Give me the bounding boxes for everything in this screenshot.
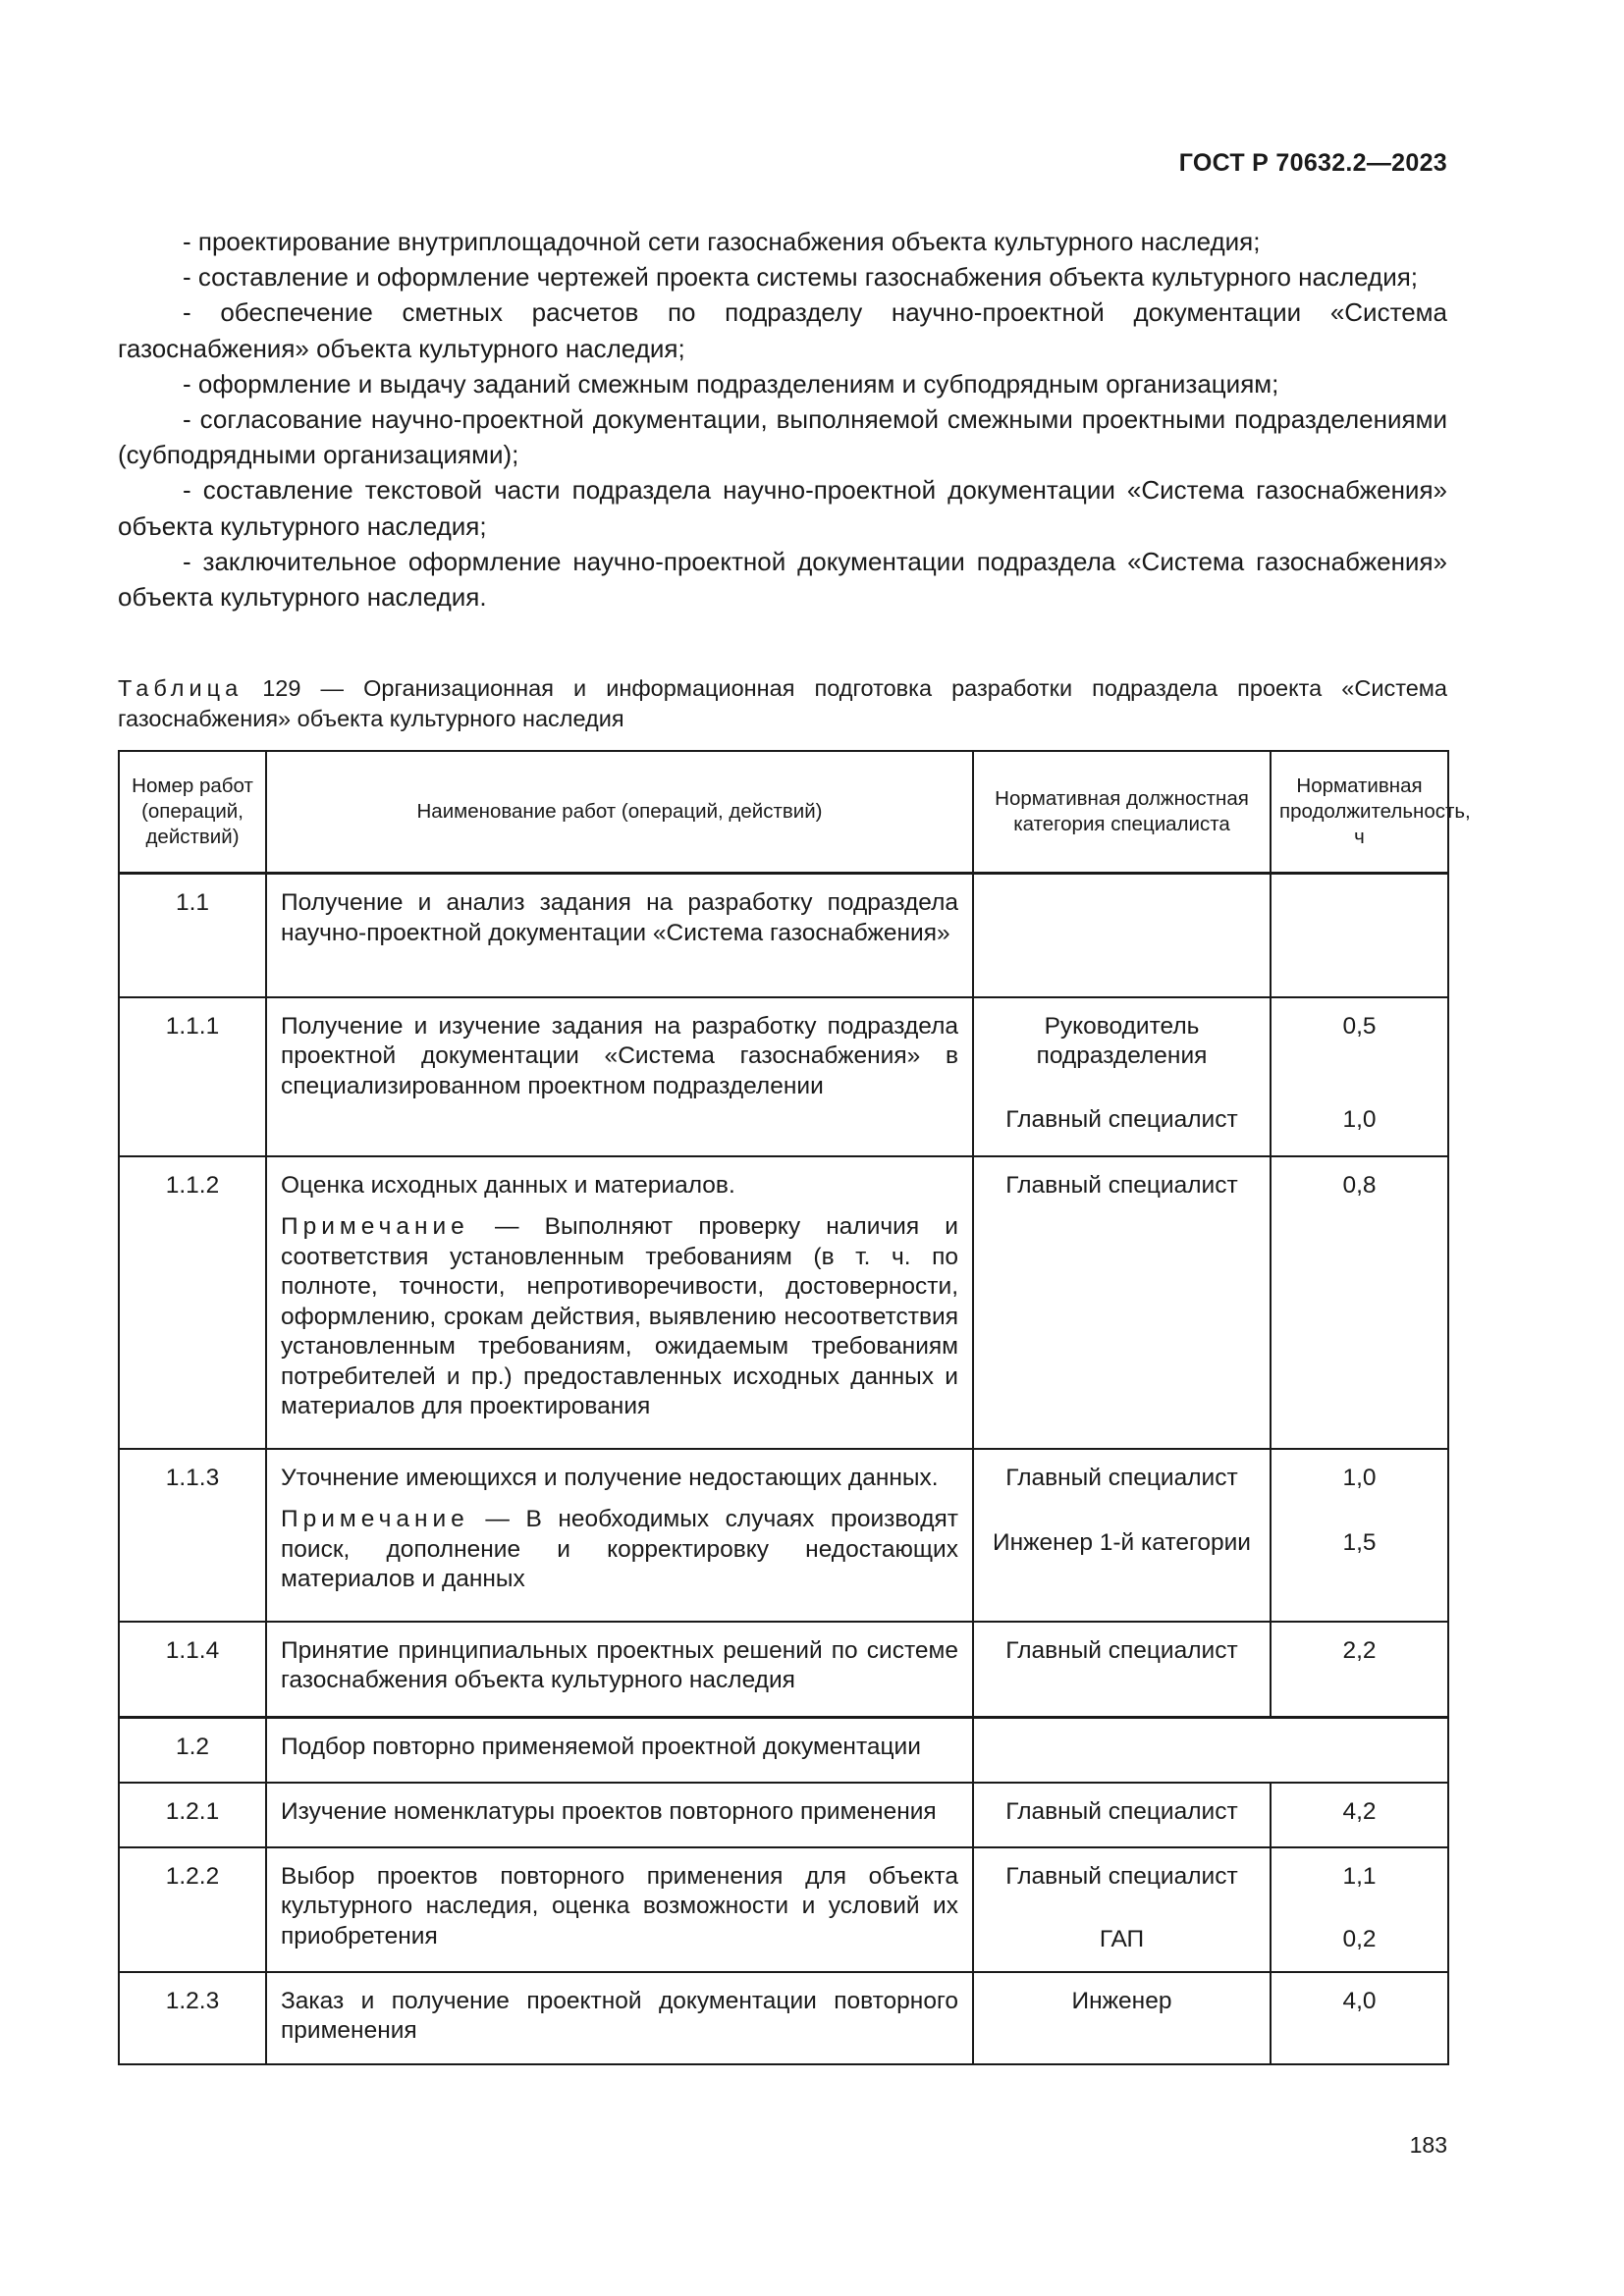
row-num: 1.1.2 bbox=[119, 1156, 266, 1449]
note-label: Примечание bbox=[281, 1506, 469, 1532]
row-duration bbox=[1271, 997, 1448, 1156]
table-row bbox=[119, 1622, 1448, 1718]
header-name: Наименование работ (операций, действий) bbox=[266, 751, 973, 874]
row-category bbox=[973, 1449, 1271, 1622]
row-category bbox=[973, 1847, 1271, 1972]
row-num: 1.2 bbox=[119, 1718, 266, 1783]
category-value: Главный специалист bbox=[1005, 1862, 1238, 1890]
row-duration: 4,2 bbox=[1271, 1783, 1448, 1847]
note-label: Примечание bbox=[281, 1213, 469, 1240]
duration-value: 0,5 bbox=[1342, 1012, 1377, 1040]
table-row bbox=[119, 1972, 1448, 2064]
duration-value: 0,8 bbox=[1342, 1171, 1377, 1199]
table-caption bbox=[118, 673, 1447, 734]
row-name bbox=[266, 1449, 973, 1622]
category-value: Главный специалист bbox=[1005, 1105, 1238, 1133]
bullet-item: - согласование научно-проектной документации, выполняемой смежными проектными подразделениями (субподрядными организациями); bbox=[118, 404, 1447, 470]
row-duration: 4,0 bbox=[1271, 1972, 1448, 2064]
category-value: Инженер 1-й категории bbox=[993, 1529, 1251, 1556]
table-row bbox=[119, 997, 1448, 1156]
row-name: Принятие принципиальных проектных решений по системе газоснабжения объекта культурного наследия bbox=[266, 1622, 973, 1718]
table-row bbox=[119, 1449, 1448, 1622]
row-category bbox=[973, 1718, 1448, 1783]
category-value: Руководитель подразделения bbox=[1036, 1012, 1208, 1069]
row-name: Получение и анализ задания на разработку подраздела научно-проектной документации «Система газоснабжения» bbox=[266, 874, 973, 997]
row-name: Получение и изучение задания на разработку подраздела проектной документации «Система газоснабжения» в специализированном проектном подразделении bbox=[266, 997, 973, 1156]
table-row bbox=[119, 1718, 1448, 1783]
row-name: Подбор повторно применяемой проектной документации bbox=[266, 1718, 973, 1783]
duration-value: 1,5 bbox=[1342, 1529, 1377, 1556]
table-caption-text: 129 — Организационная и информационная подготовка разработки подраздела проекта «Система газоснабжения» объекта культурного наследия bbox=[118, 675, 1447, 731]
document-code: ГОСТ Р 70632.2—2023 bbox=[1178, 149, 1447, 177]
row-name: Изучение номенклатуры проектов повторного применения bbox=[266, 1783, 973, 1847]
row-name: Заказ и получение проектной документации повторного применения bbox=[266, 1972, 973, 2064]
bullet-list bbox=[118, 224, 1447, 614]
row-num: 1.1 bbox=[119, 874, 266, 997]
duration-value: 0,2 bbox=[1342, 1926, 1377, 1952]
table-header-row bbox=[119, 751, 1448, 874]
row-duration bbox=[1271, 874, 1448, 997]
bullet-item: - составление и оформление чертежей проекта системы газоснабжения объекта культурного наследия; bbox=[183, 262, 1419, 293]
page-number: 183 bbox=[1409, 2132, 1447, 2158]
note-text: — В необходимых случаях производят поиск, дополнение и корректировку недостающих материалов и данных bbox=[281, 1506, 958, 1592]
row-name-text: Оценка исходных данных и материалов. bbox=[281, 1171, 735, 1199]
duration-value: 1,0 bbox=[1342, 1106, 1377, 1133]
table-row bbox=[119, 1847, 1448, 1972]
row-num: 1.2.2 bbox=[119, 1847, 266, 1972]
bullet-item: - проектирование внутриплощадочной сети газоснабжения объекта культурного наследия; bbox=[183, 227, 1261, 256]
row-num: 1.2.1 bbox=[119, 1783, 266, 1847]
duration-value: 1,1 bbox=[1342, 1862, 1377, 1890]
bullet-item: - обеспечение сметных расчетов по подразделу научно-проектной документации «Система газоснабжения» объекта культурного наследия; bbox=[118, 297, 1447, 363]
header-num: Номер работ (операций, действий) bbox=[119, 751, 266, 874]
row-num: 1.2.3 bbox=[119, 1972, 266, 2064]
row-name: Выбор проектов повторного применения для объекта культурного наследия, оценка возможности и условий их приобретения bbox=[266, 1847, 973, 1972]
table-caption-label: Таблица bbox=[118, 675, 244, 701]
bullet-item: - оформление и выдачу заданий смежным подразделениям и субподрядным организациям; bbox=[183, 368, 1279, 399]
row-duration bbox=[1271, 1449, 1448, 1622]
row-duration bbox=[1271, 1847, 1448, 1972]
header-category: Нормативная должностная категория специалиста bbox=[973, 751, 1271, 874]
row-num: 1.1.3 bbox=[119, 1449, 266, 1622]
note-text: — Выполняют проверку наличия и соответствия установленным требованиям (в т. ч. по полноте, точности, непротиворечивости, достоверности, оформлению, срокам действия, выявлению несоответствия установленным требованиям, ожидаемым требованиям потребителей и пр.) предоставленных исходных данных и материалов для проектирования bbox=[281, 1213, 958, 1419]
row-category bbox=[973, 874, 1271, 997]
row-category: Главный специалист bbox=[973, 1783, 1271, 1847]
table-row bbox=[119, 1783, 1448, 1847]
row-name-text: Уточнение имеющихся и получение недостающих данных. bbox=[281, 1464, 939, 1491]
bullet-item: - заключительное оформление научно-проектной документации подраздела «Система газоснабжения» объекта культурного наследия. bbox=[118, 546, 1447, 613]
row-duration: 2,2 bbox=[1271, 1622, 1448, 1718]
row-note bbox=[281, 1505, 958, 1595]
row-name bbox=[266, 1156, 973, 1449]
row-num: 1.1.1 bbox=[119, 997, 266, 1156]
norms-table bbox=[118, 750, 1471, 2065]
row-category: Инженер bbox=[973, 1972, 1271, 2064]
row-category bbox=[973, 997, 1271, 1156]
row-duration bbox=[1271, 1156, 1448, 1449]
bullet-item: - составление текстовой части подраздела научно-проектной документации «Система газоснабжения» объекта культурного наследия; bbox=[118, 475, 1447, 541]
category-value: Главный специалист bbox=[1005, 1464, 1238, 1491]
table-row bbox=[119, 874, 1448, 997]
category-value: Главный специалист bbox=[1005, 1171, 1238, 1199]
row-category: Главный специалист bbox=[973, 1622, 1271, 1718]
row-note bbox=[281, 1212, 958, 1422]
table-row bbox=[119, 1156, 1448, 1449]
row-category bbox=[973, 1156, 1271, 1449]
duration-value: 1,0 bbox=[1342, 1464, 1377, 1491]
row-num: 1.1.4 bbox=[119, 1622, 266, 1718]
header-duration: Нормативная продолжительность, ч bbox=[1271, 751, 1448, 874]
category-value: ГАП bbox=[1099, 1926, 1145, 1952]
